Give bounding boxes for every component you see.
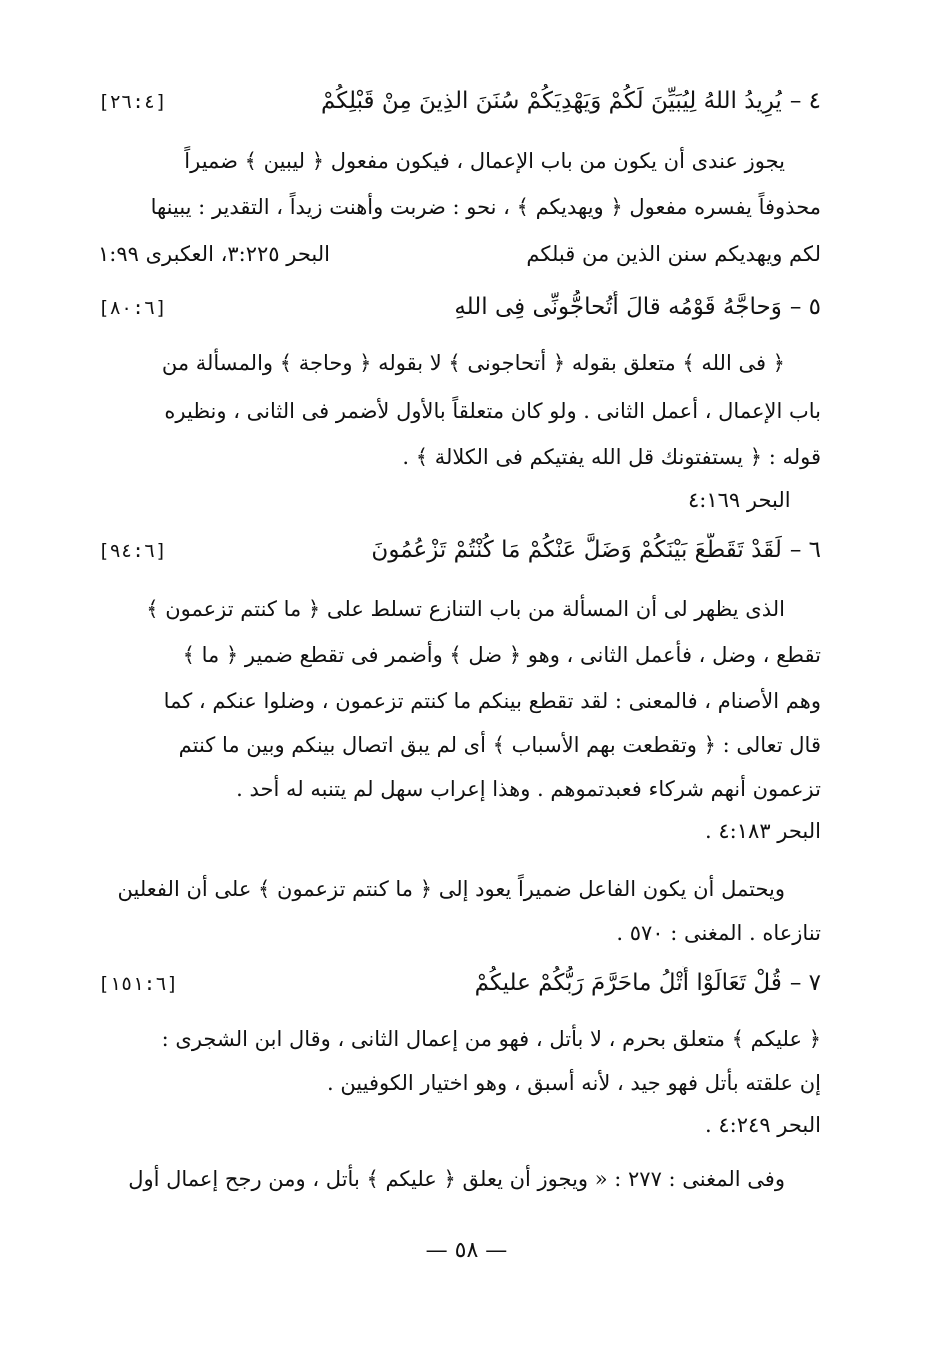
verse-text <box>475 966 821 1000</box>
source-citation: البحر ٤:١٨٣ . <box>705 819 821 843</box>
verse-line <box>98 290 821 325</box>
text-line-with-source <box>98 237 821 271</box>
text-line: ويحتمل أن يكون الفاعل ضميراً يعود إلى ﴿ ما كنتم تزعمون ﴾ على أن الفعلين <box>117 877 785 901</box>
verse-quote: قُلْ تَعَالَوْا أَتْلُ ماحَرَّمَ رَبُّكُمْ عليكُمْ <box>474 970 782 996</box>
verse-line <box>98 84 821 119</box>
source-citation: البحر ٤:٢٤٩ . <box>705 1113 821 1137</box>
text-line: قال تعالى : ﴿ وتقطعت بهم الأسباب ﴾ أى لم يبق اتصال بينكم وبين ما كنتم <box>178 733 821 757</box>
verse-quote: يُرِيدُ اللهُ لِيُبَيِّنَ لَكُمْ وَيَهْدِيَكُمْ سُنَنَ الذِينَ مِنْ قَبْلِكُمْ <box>320 88 782 114</box>
verse-quote: وَحاجَّهُ قَوْمُه قالَ أَتُحاجُّونِّى فِى اللهِ <box>454 294 782 320</box>
page-number: — ٥٨ — <box>425 1238 508 1263</box>
verse-number: ٤ – <box>789 88 821 114</box>
verse-text <box>321 84 821 118</box>
verse-reference: [١٥١:٦] <box>98 973 179 995</box>
verse-text <box>371 533 821 567</box>
text-line: تزعمون أنهم شركاء فعبدتموهم . وهذا إعراب سهل لم يتنبه له أحد . <box>236 777 821 801</box>
text-line: تقطع ، وضل ، فأعمل الثانى ، وهو ﴿ ضل ﴾ وأضمر فى تقطع ضمير ﴿ ما ﴾ <box>182 643 821 667</box>
text-line: محذوفاً يفسره مفعول ﴿ ويهديكم ﴾ ، نحو : ضربت وأهنت زيداً ، التقدير : يبينها <box>150 195 821 219</box>
verse-number: ٧ – <box>789 970 821 996</box>
text-segment: لكم ويهديكم سنن الذين من قبلكم <box>526 242 821 266</box>
text-line: وهم الأصنام ، فالمعنى : لقد تقطع بينكم ما كنتم تزعمون ، وضلوا عنكم ، كما <box>163 689 821 713</box>
text-line: ﴿ عليكم ﴾ متعلق بحرم ، لا بأتل ، فهو من إعمال الثانى ، وقال ابن الشجرى : <box>161 1027 821 1051</box>
verse-line <box>98 533 821 568</box>
source-citation-line <box>98 814 821 848</box>
verse-reference: [٨٠:٦] <box>98 297 167 319</box>
text-line: الذى يظهر لى أن المسألة من باب التنازع تسلط على ﴿ ما كنتم تزعمون ﴾ <box>146 597 785 621</box>
text-line: وفى المغنى : ٢٧٧ : « ويجوز أن يعلق ﴿ عليكم ﴾ بأتل ، ومن رجح إعمال أول <box>128 1167 785 1191</box>
text-line: تنازعاه . المغنى : ٥٧٠ . <box>616 921 821 945</box>
source-citation: البحر ٣:٢٢٥، العكبرى ١:٩٩ <box>98 242 330 266</box>
verse-number: ٦ – <box>789 537 821 563</box>
verse-text <box>454 290 821 324</box>
source-citation-line <box>98 483 821 517</box>
source-citation: البحر ٤:١٦٩ <box>688 488 791 512</box>
text-line: إن علقته بأتل فهو جيد ، لأنه أسبق ، وهو اختيار الكوفيين . <box>326 1071 821 1095</box>
text-line: باب الإعمال ، أعمل الثانى . ولو كان متعلقاً بالأول لأضمر فى الثانى ، ونظيره <box>164 399 821 423</box>
text-line: قوله : ﴿ يستفتونك قل الله يفتيكم فى الكلالة ﴾ . <box>402 445 821 469</box>
source-citation-line <box>98 1108 821 1142</box>
verse-line <box>98 966 821 1001</box>
text-line: ﴿ فى الله ﴾ متعلق بقوله ﴿ أتحاجونى ﴾ لا بقوله ﴿ وحاجة ﴾ والمسألة من <box>161 351 785 375</box>
verse-reference: [٢٦:٤] <box>98 91 167 113</box>
verse-number: ٥ – <box>789 294 821 320</box>
verse-reference: [٩٤:٦] <box>98 540 167 562</box>
text-line: يجوز عندى أن يكون من باب الإعمال ، فيكون مفعول ﴿ ليبين ﴾ ضميراً <box>184 149 785 173</box>
verse-quote: لَقَدْ تَقَطَّعَ بَيْنَكُمْ وَضَلَّ عَنْكُمْ مَا كُنْتُمْ تَزْعُمُونَ <box>371 537 782 563</box>
